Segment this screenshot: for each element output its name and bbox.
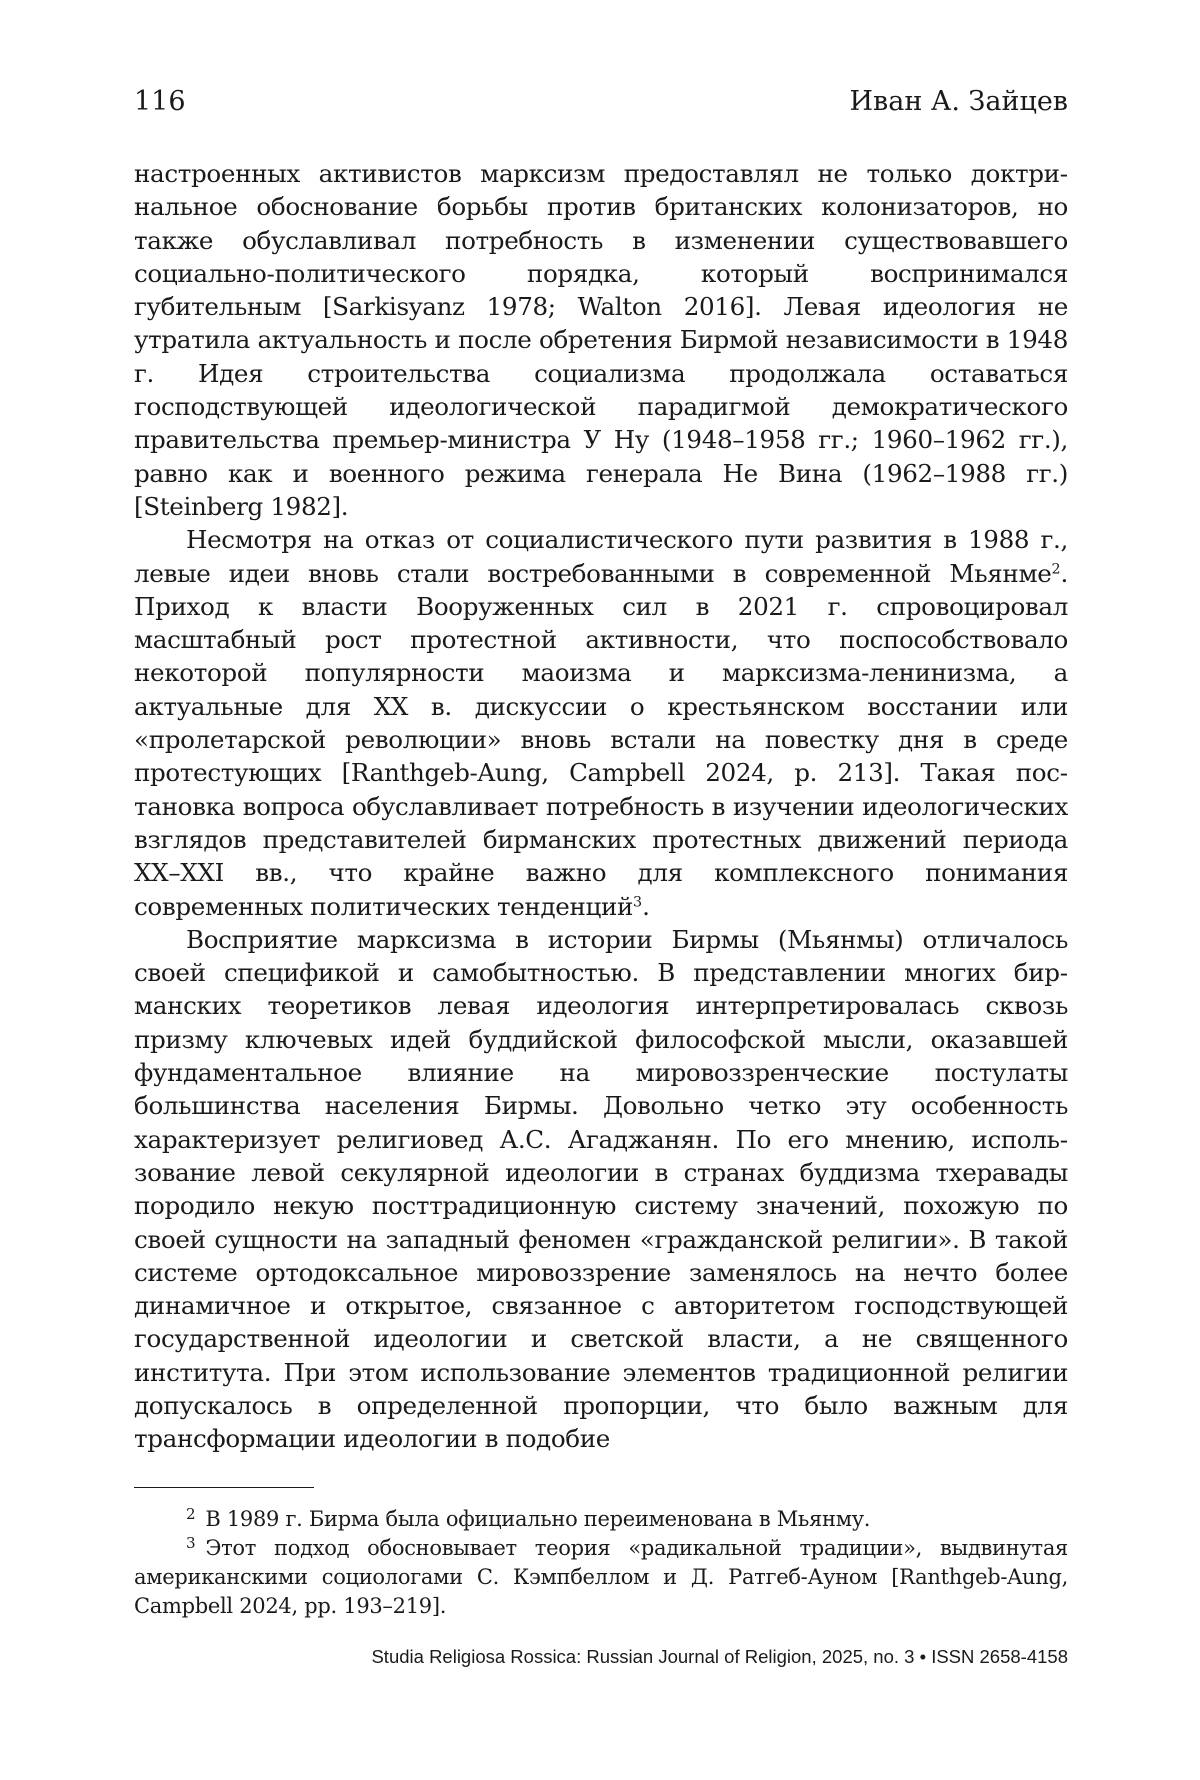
footnote-divider bbox=[134, 1487, 314, 1488]
footnote-number: 2 bbox=[186, 1505, 196, 1524]
paragraph-text: Несмотря на отказ от социалистического пути развития в 1988 г., левые идеи вновь стали востребованными в современной Мьянме bbox=[134, 525, 1068, 588]
footnote-3 bbox=[134, 1534, 1068, 1621]
main-text bbox=[134, 157, 1068, 1456]
paragraph-text: . bbox=[642, 891, 650, 921]
footnote-text: Этот подход обосновывает теория «радикальной традиции», выдвинутая американскими социологами С. Кэмпбеллом и Д. Ратгеб-Ауном [Ranthgeb-Aung, Campbell 2024, pp. 193–219]. bbox=[134, 1536, 1068, 1618]
footnotes bbox=[134, 1505, 1068, 1621]
paragraph-2 bbox=[134, 523, 1068, 923]
footnote-reference-3[interactable]: 3 bbox=[633, 893, 643, 910]
page-number: 116 bbox=[134, 86, 186, 117]
footnote-text: В 1989 г. Бирма была официально переименована в Мьянму. bbox=[205, 1507, 871, 1531]
paragraph-1 bbox=[134, 157, 1068, 523]
paragraph-3 bbox=[134, 923, 1068, 1456]
paragraph-text: настроенных активистов марксизм предоставлял не только доктринальное обоснование борьбы против британских колонизаторов, но также обуславливал потребность в изменении существовавшего социально-политического порядка, который воспринимался губительным [Sarkisyanz 1978; Walton 2016]. Левая идеология не утратила актуальность и после обретения Бирмой независимости в 1948 г. Идея строительства социализма продолжала оставаться господствующей идеологической парадигмой демократического правительства премьер-министра У Ну (1948–1958 гг.; 1960–1962 гг.), равно как и военного режима генерала Не Вина (1962–1988 гг.) [Steinberg 1982]. bbox=[134, 159, 1068, 521]
running-header bbox=[134, 86, 1068, 117]
author-name: Иван А. Зайцев bbox=[849, 86, 1068, 117]
footnote-2 bbox=[134, 1505, 1068, 1534]
footnote-reference-2[interactable]: 2 bbox=[1051, 561, 1061, 578]
journal-footer: Studia Religiosa Rossica: Russian Journal of Religion, 2025, no. 3 • ISSN 2658-4158 bbox=[371, 1646, 1068, 1667]
footnote-number: 3 bbox=[186, 1534, 196, 1553]
paragraph-text: . Приход к власти Вооруженных сил в 2021 г. спровоцировал масштабный рост протестной активности, что поспособствовало некоторой популярности маоизма и марксизма-ленинизма, а актуальные для XX в. дискуссии о крестьянском восстании или «пролетарской революции» вновь встали на повестку дня в среде протестующих [Ranthgeb-Aung, Campbell 2024, p. 213]. Такая постановка вопроса обуславливает потребность в изучении идеологических взглядов представителей бирманских протестных движений периода XX–XXI вв., что крайне важно для комплексного понимания современных политических тенденций bbox=[134, 558, 1068, 921]
paragraph-text: Восприятие марксизма в истории Бирмы (Мьянмы) отличалось своей спецификой и самобытностью. В представлении многих бирманских теоретиков левая идеология интерпретировалась сквозь призму ключевых идей буддийской философской мысли, оказавшей фундаментальное влияние на мировоззренческие постулаты большинства населения Бирмы. Довольно четко эту особенность характеризует религиовед А.С. Агаджанян. По его мнению, использование левой секулярной идеологии в странах буддизма тхеравады породило некую посттрадиционную систему значений, похожую по своей сущности на западный феномен «гражданской религии». В такой системе ортодоксальное мировоззрение заменялось на нечто более динамичное и открытое, связанное с авторитетом господствующей государственной идеологии и светской власти, а не священного института. При этом использование элементов традиционной религии допускалось в определенной пропорции, что было важным для трансформации идеологии в подобие bbox=[134, 924, 1068, 1454]
